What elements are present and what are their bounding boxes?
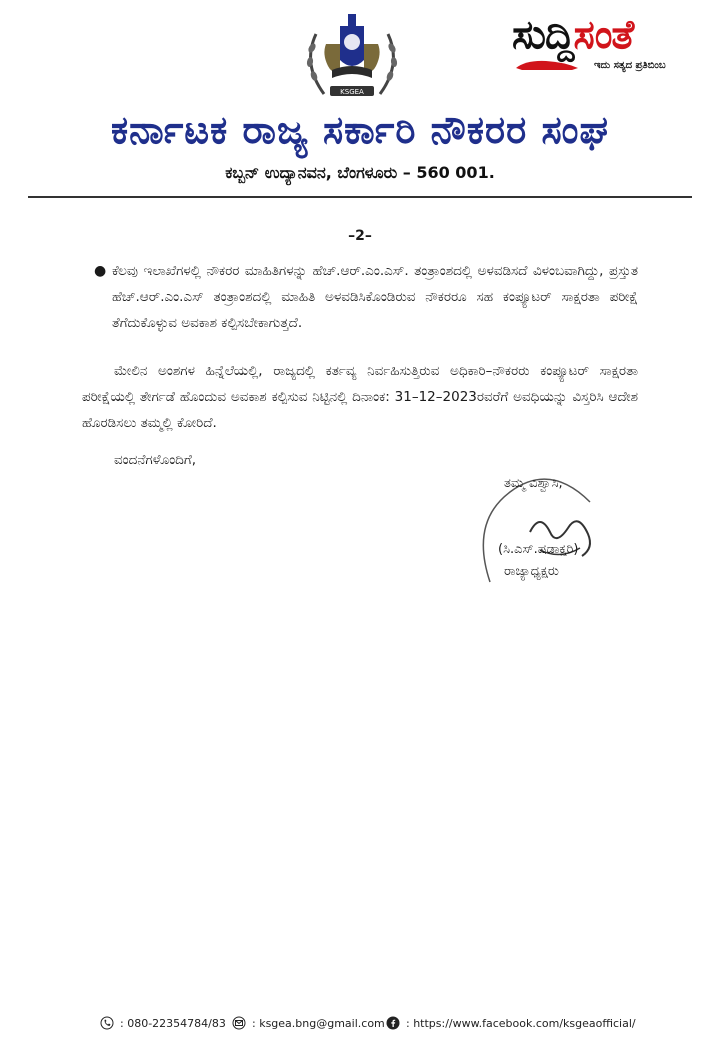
footer-phone-text: : 080-22354784/83 bbox=[120, 1016, 226, 1030]
bullet-icon: ● bbox=[94, 263, 107, 279]
signatory-designation: ರಾಜ್ಯಾಧ್ಯಕ್ಷರು bbox=[504, 564, 559, 579]
watermark-logo bbox=[512, 12, 712, 82]
emblem-graphic bbox=[296, 4, 408, 114]
car-icon bbox=[512, 58, 582, 72]
bullet-paragraph: ಕೆಲವು ಇಲಾಖೆಗಳಲ್ಲಿ ನೌಕರರ ಮಾಹಿತಿಗಳನ್ನು ಹೆಚ್.ಆರ್.ಎಂ.ಎಸ್. ತಂತ್ರಾಂಶದಲ್ಲಿ ಅಳವಡಿಸದೆ ವಿಳಂಬವಾಗಿದ್ದು, ಪ್ರಸ್ತುತ ಹೆಚ್.ಆರ್.ಎಂ.ಎಸ್ ತಂತ್ರಾಂಶದಲ್ಲಿ ಮಾಹಿತಿ ಅಳವಡಿಸಿಕೊಂಡಿರುವ ನೌಕರರೂ ಸಹ ಕಂಪ್ಯೂಟರ್ ಸಾಕ್ಷರತಾ ಪರೀಕ್ಷೆ ತೆಗೆದುಕೊಳ್ಳುವ ಅವಕಾಶ ಕಲ್ಪಿಸಬೇಕಾಗುತ್ತದೆ. bbox=[112, 263, 638, 331]
watermark-tagline: ಇದು ಸತ್ಯದ ಪ್ರತಿಬಿಂಬ bbox=[594, 60, 666, 71]
closing-greeting: ವಂದನೆಗಳೊಂದಿಗೆ, bbox=[114, 452, 197, 468]
header-divider bbox=[28, 196, 692, 198]
emblem-text: KSGEA bbox=[340, 88, 364, 96]
footer-facebook-text: : https://www.facebook.com/ksgeaofficial/ bbox=[406, 1016, 636, 1030]
organization-address: ಕಬ್ಬನ್ ಉದ್ಯಾನವನ, ಬೆಂಗಳೂರು – 560 001. bbox=[225, 163, 495, 182]
email-icon bbox=[232, 1016, 246, 1030]
footer-email bbox=[232, 1016, 385, 1030]
footer-contacts bbox=[0, 1016, 720, 1036]
phone-icon bbox=[100, 1016, 114, 1030]
footer-email-text: : ksgea.bng@gmail.com bbox=[252, 1016, 385, 1030]
signature-salutation: ತಮ್ಮ ವಿಶ್ವಾಸಿ, bbox=[504, 476, 563, 491]
organization-name: ಕರ್ನಾಟಕ ರಾಜ್ಯ ಸರ್ಕಾರಿ ನೌಕರರ ಸಂಘ bbox=[110, 108, 609, 152]
body-paragraph: ಮೇಲಿನ ಅಂಶಗಳ ಹಿನ್ನೆಲೆಯಲ್ಲಿ, ರಾಜ್ಯದಲ್ಲಿ ಕರ್ತವ್ಯ ನಿರ್ವಹಿಸುತ್ತಿರುವ ಅಧಿಕಾರಿ–ನೌಕರರು ಕಂಪ್ಯೂಟರ್ ಸಾಕ್ಷರತಾ ಪರೀಕ್ಷೆಯಲ್ಲಿ ತೇರ್ಗಡೆ ಹೊಂದುವ ಅವಕಾಶ ಕಲ್ಪಿಸುವ ನಿಟ್ಟಿನಲ್ಲಿ ದಿನಾಂಕ: 31–12–2023ರವರೆಗೆ ಅವಧಿಯನ್ನು ವಿಸ್ತರಿಸಿ ಆದೇಶ ಹೊರಡಿಸಲು ತಮ್ಮಲ್ಲಿ ಕೋರಿದೆ. bbox=[82, 363, 638, 431]
association-emblem bbox=[296, 4, 408, 114]
signature-block bbox=[470, 462, 640, 612]
page-number: –2– bbox=[348, 228, 372, 244]
watermark-brand-part1: ಸುದ್ದಿ bbox=[512, 12, 574, 58]
watermark-brand-part2: ಸಂತೆ bbox=[573, 12, 634, 58]
signatory-name: (ಸಿ.ಎಸ್.ಷಡಾಕ್ಷರಿ) bbox=[498, 542, 579, 557]
footer-phone bbox=[100, 1016, 226, 1030]
facebook-icon bbox=[386, 1016, 400, 1030]
footer-facebook bbox=[386, 1016, 636, 1030]
